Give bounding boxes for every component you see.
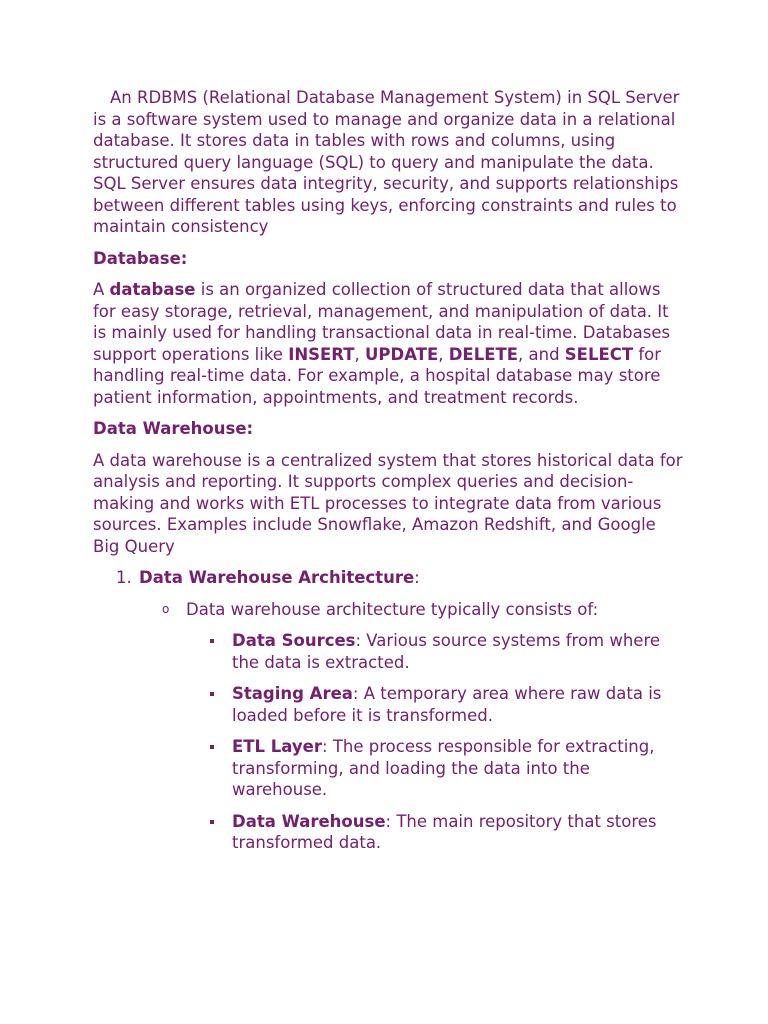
select-keyword: SELECT	[564, 344, 634, 364]
database-text-a: A	[93, 280, 110, 299]
update-keyword: UPDATE	[365, 344, 439, 364]
component-item-data-warehouse	[93, 811, 683, 854]
intro-paragraph: An RDBMS (Relational Database Management System) in SQL Server is a software system used to manage and organize data in a relational database. It stores data in tables with rows and columns, using structured query language (SQL) to query and manipulate the data. SQL Server ensures data integrity, security, and supports relationships between different tables using keys, enforcing constraints and rules to maintain consistency	[93, 88, 680, 236]
separator-1: ,	[354, 344, 366, 364]
square-bullet-icon	[210, 639, 214, 643]
architecture-list-item	[93, 567, 683, 589]
database-paragraph	[93, 279, 683, 408]
separator-2: ,	[438, 344, 449, 364]
component-term: Data Sources	[232, 631, 356, 650]
database-heading: Database:	[93, 248, 188, 268]
database-text-c: for handling real-time data. For example, a hospital database may store patient information, appointments, and treatment records.	[93, 344, 662, 407]
architecture-title-suffix: :	[414, 568, 420, 587]
component-item-data-sources	[93, 630, 683, 673]
component-desc: : A temporary area where raw data is loaded before it is transformed.	[232, 684, 662, 725]
component-desc: : The main repository that stores transformed data.	[232, 811, 657, 852]
component-term: Staging Area	[232, 684, 353, 703]
insert-keyword: INSERT	[288, 344, 355, 364]
document-page	[93, 87, 683, 864]
delete-keyword: DELETE	[448, 344, 519, 364]
circle-bullet-icon: o	[162, 601, 170, 616]
square-bullet-icon	[210, 820, 214, 824]
component-desc: : The process responsible for extracting, transforming, and loading the data into the warehouse.	[232, 737, 655, 799]
database-term: database	[109, 280, 196, 299]
component-item-staging-area	[93, 683, 683, 726]
component-desc: : Various source systems from where the data is extracted.	[232, 631, 661, 672]
component-item-etl-layer	[93, 736, 683, 801]
list-number: 1.	[116, 568, 132, 587]
database-text-b: is an organized collection of structured data that allows for easy storage, retrieval, management, and manipulation of data. It is mainly used for handling transactional data in real-time. Databases support operations like	[93, 280, 671, 364]
square-bullet-icon	[210, 745, 214, 749]
separator-3: , and	[518, 344, 565, 364]
component-term: ETL Layer	[232, 737, 323, 756]
warehouse-paragraph: A data warehouse is a centralized system that stores historical data for analysis and reporting. It supports complex queries and decision-making and works with ETL processes to integrate data from various sources. Examples include Snowflake, Amazon Redshift, and Google Big Query	[93, 450, 683, 556]
architecture-title: Data Warehouse Architecture	[139, 568, 415, 587]
component-term: Data Warehouse	[232, 811, 386, 831]
square-bullet-icon	[210, 692, 214, 696]
architecture-intro-item	[93, 599, 683, 621]
warehouse-heading: Data Warehouse:	[93, 419, 254, 438]
architecture-intro: Data warehouse architecture typically consists of:	[186, 599, 599, 619]
